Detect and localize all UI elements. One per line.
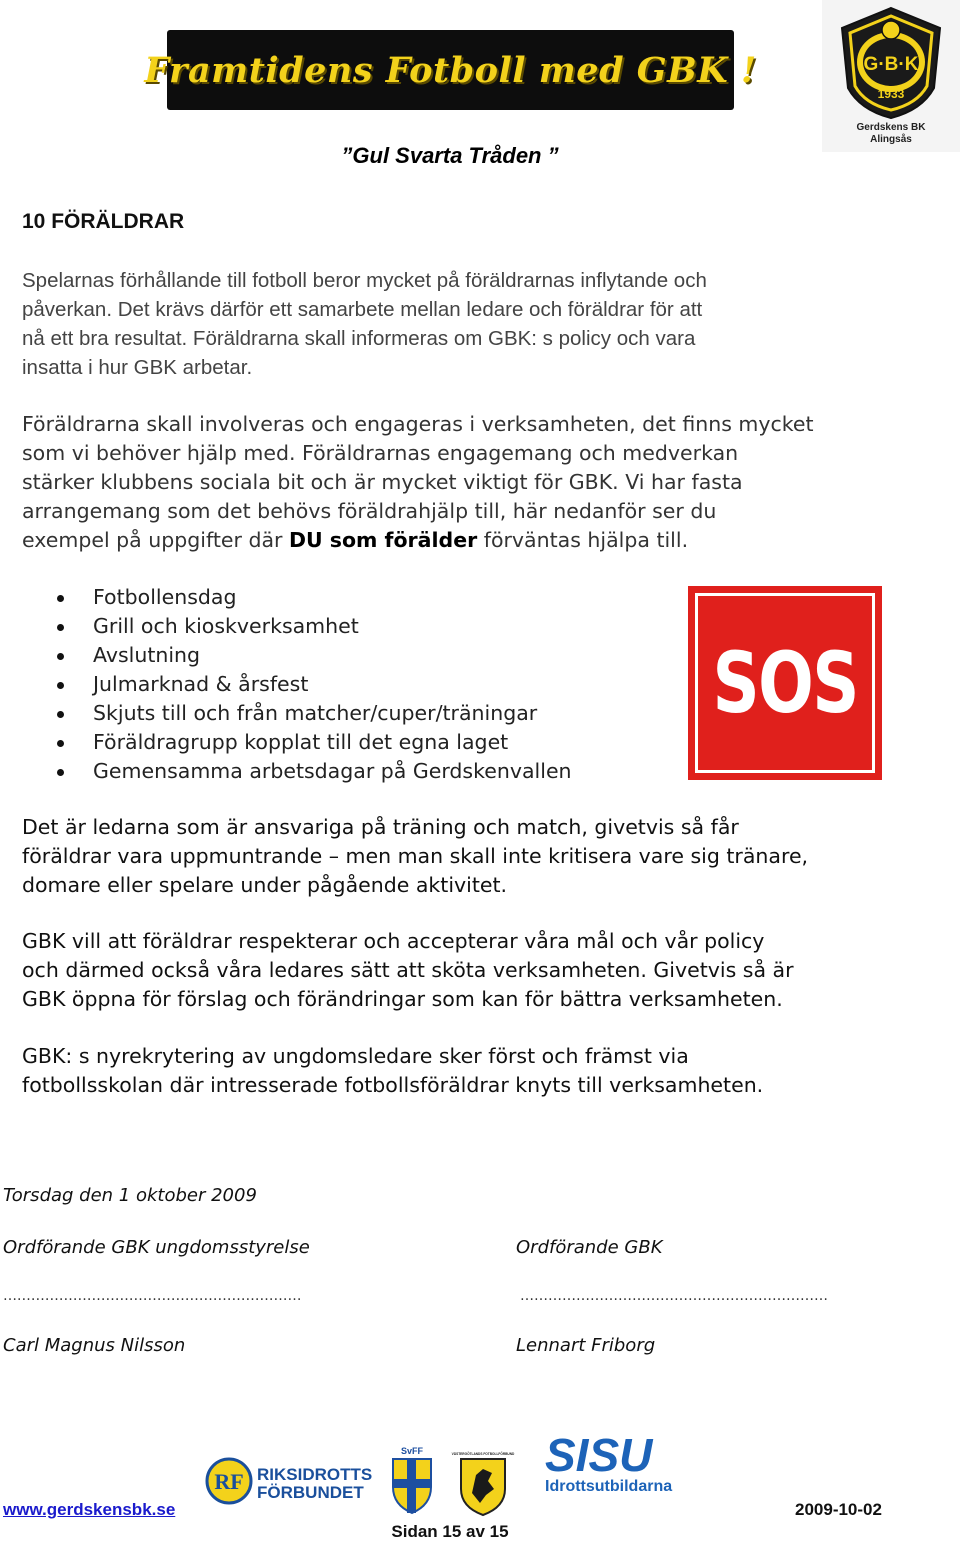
club-crest-logo — [822, 0, 960, 152]
rf-logo-line2: FÖRBUNDET — [257, 1483, 364, 1502]
list-item-label: Föräldragrupp kopplat till det egna laget — [93, 730, 509, 754]
list-item — [52, 728, 572, 757]
paragraph-line: som vi behöver hjälp med. Föräldrarnas engagemang och medverkan — [22, 441, 739, 465]
respect-paragraph — [22, 927, 922, 1014]
paragraph-line: fotbollsskolan där intresserade fotbollsföräldrar knyts till verksamheten. — [22, 1073, 764, 1097]
list-item — [52, 583, 572, 612]
list-item — [52, 757, 572, 786]
list-item-label: Skjuts till och från matcher/cuper/träningar — [93, 701, 538, 725]
crest-letters: G·B·K — [863, 54, 919, 75]
bullet-icon — [57, 769, 64, 776]
list-item-label: Julmarknad & årsfest — [93, 672, 309, 696]
paragraph-line: stärker klubbens sociala bit och är mycket viktigt för GBK. Vi har fasta — [22, 470, 743, 494]
list-item — [52, 641, 572, 670]
paragraph-line: GBK öppna för förslag och förändringar som kan för bättra verksamheten. — [22, 987, 783, 1011]
header-banner — [144, 30, 757, 110]
banner-title: Framtidens Fotboll med GBK ! — [144, 49, 757, 91]
task-list — [52, 583, 572, 786]
sisu-logo-subtitle: Idrottsutbildarna — [545, 1478, 673, 1495]
recruitment-paragraph — [22, 1042, 922, 1100]
crest-year: 1933 — [877, 87, 905, 101]
paragraph-line: domare eller spelare under pågående aktivitet. — [22, 873, 508, 897]
sos-sign-text: SOS — [712, 634, 858, 732]
crest-club-line2: Alingsås — [870, 134, 912, 145]
list-item — [52, 612, 572, 641]
left-signatory-title: Ordförande GBK ungdomsstyrelse — [3, 1237, 310, 1258]
sos-sign-image — [688, 586, 882, 780]
emphasis-text: DU som förälder — [288, 528, 478, 552]
right-signatory-title: Ordförande GBK — [516, 1237, 663, 1258]
crest-club-line1: Gerdskens BK — [856, 122, 926, 133]
list-item-label: Gemensamma arbetsdagar på Gerdskenvallen — [93, 759, 572, 783]
left-signatory-name: Carl Magnus Nilsson — [3, 1335, 186, 1356]
sisu-logo-text: SISU — [545, 1429, 653, 1481]
sos-sign-border — [695, 593, 875, 773]
svff-mark: SvFF — [400, 1446, 424, 1456]
vff-mark: VÄSTERGÖTLANDS FOTBOLLFÖRBUND — [451, 1452, 515, 1456]
crest-shield-icon — [822, 0, 960, 122]
bullet-icon — [57, 682, 64, 689]
bullet-icon — [57, 711, 64, 718]
paragraph-line: föräldrar vara uppmuntrande – men man skall inte kritisera vare sig tränare, — [22, 844, 809, 868]
rf-mark: RF — [214, 1469, 244, 1494]
bullet-icon — [57, 624, 64, 631]
paragraph-line: arrangemang som det behövs föräldrahjälp till, här nedanför ser du — [22, 499, 717, 523]
rf-logo-line1: RIKSIDROTTS — [257, 1465, 373, 1484]
rf-emblem-icon — [205, 1455, 253, 1507]
list-item — [52, 699, 572, 728]
line-text: förväntas hjälpa till. — [477, 528, 689, 552]
svff-shield-icon — [390, 1445, 434, 1515]
list-item-label: Avslutning — [93, 643, 201, 667]
list-item — [52, 670, 572, 699]
paragraph-line: och därmed också våra ledares sätt att sköta verksamheten. Givetvis så är — [22, 958, 794, 982]
right-signatory-name: Lennart Friborg — [516, 1335, 656, 1356]
website-link[interactable]: www.gerdskensbk.se — [3, 1500, 176, 1519]
responsibility-paragraph — [22, 813, 922, 900]
page-number: Sidan 15 av 15 — [391, 1522, 509, 1541]
paragraph-line: nå ett bra resultat. Föräldrarna skall informeras om GBK: s policy och vara — [22, 327, 696, 350]
left-signature-line: ….…………………………………………………… — [3, 1288, 302, 1304]
paragraph-line: påverkan. Det krävs därför ett samarbete mellan ledare och föräldrar för att — [22, 298, 703, 321]
paragraph-line: GBK: s nyrekrytering av ungdomsledare sker först och främst via — [22, 1044, 689, 1068]
involvement-paragraph — [22, 410, 922, 555]
rf-logo-text — [257, 1466, 372, 1502]
section-title: 10 FÖRÄLDRAR — [22, 210, 185, 233]
paragraph-line: GBK vill att föräldrar respekterar och accepterar våra mål och vår policy — [22, 929, 765, 953]
paragraph-line — [22, 526, 922, 555]
paragraph-line: insatta i hur GBK arbetar. — [22, 356, 253, 379]
document-subtitle: ”Gul Svarta Tråden ” — [341, 143, 559, 168]
paragraph-line: Spelarnas förhållande till fotboll beror mycket på föräldrarnas inflytande och — [22, 269, 707, 292]
intro-paragraph — [22, 266, 922, 382]
list-item-label: Fotbollensdag — [93, 585, 237, 609]
vff-shield-icon — [451, 1445, 515, 1517]
line-text: exempel på uppgifter där — [22, 528, 289, 552]
bullet-icon — [57, 740, 64, 747]
paragraph-line: Föräldrarna skall involveras och engageras i verksamheten, det finns mycket — [22, 412, 814, 436]
bullet-icon — [57, 595, 64, 602]
signature-date: Torsdag den 1 oktober 2009 — [3, 1185, 257, 1206]
right-signature-line: ………………………………………………………… — [520, 1288, 828, 1304]
sisu-logo — [545, 1429, 673, 1496]
list-item-label: Grill och kioskverksamhet — [93, 614, 359, 638]
paragraph-line: Det är ledarna som är ansvariga på träning och match, givetvis så får — [22, 815, 739, 839]
bullet-icon — [57, 653, 64, 660]
footer-date: 2009-10-02 — [795, 1500, 882, 1519]
